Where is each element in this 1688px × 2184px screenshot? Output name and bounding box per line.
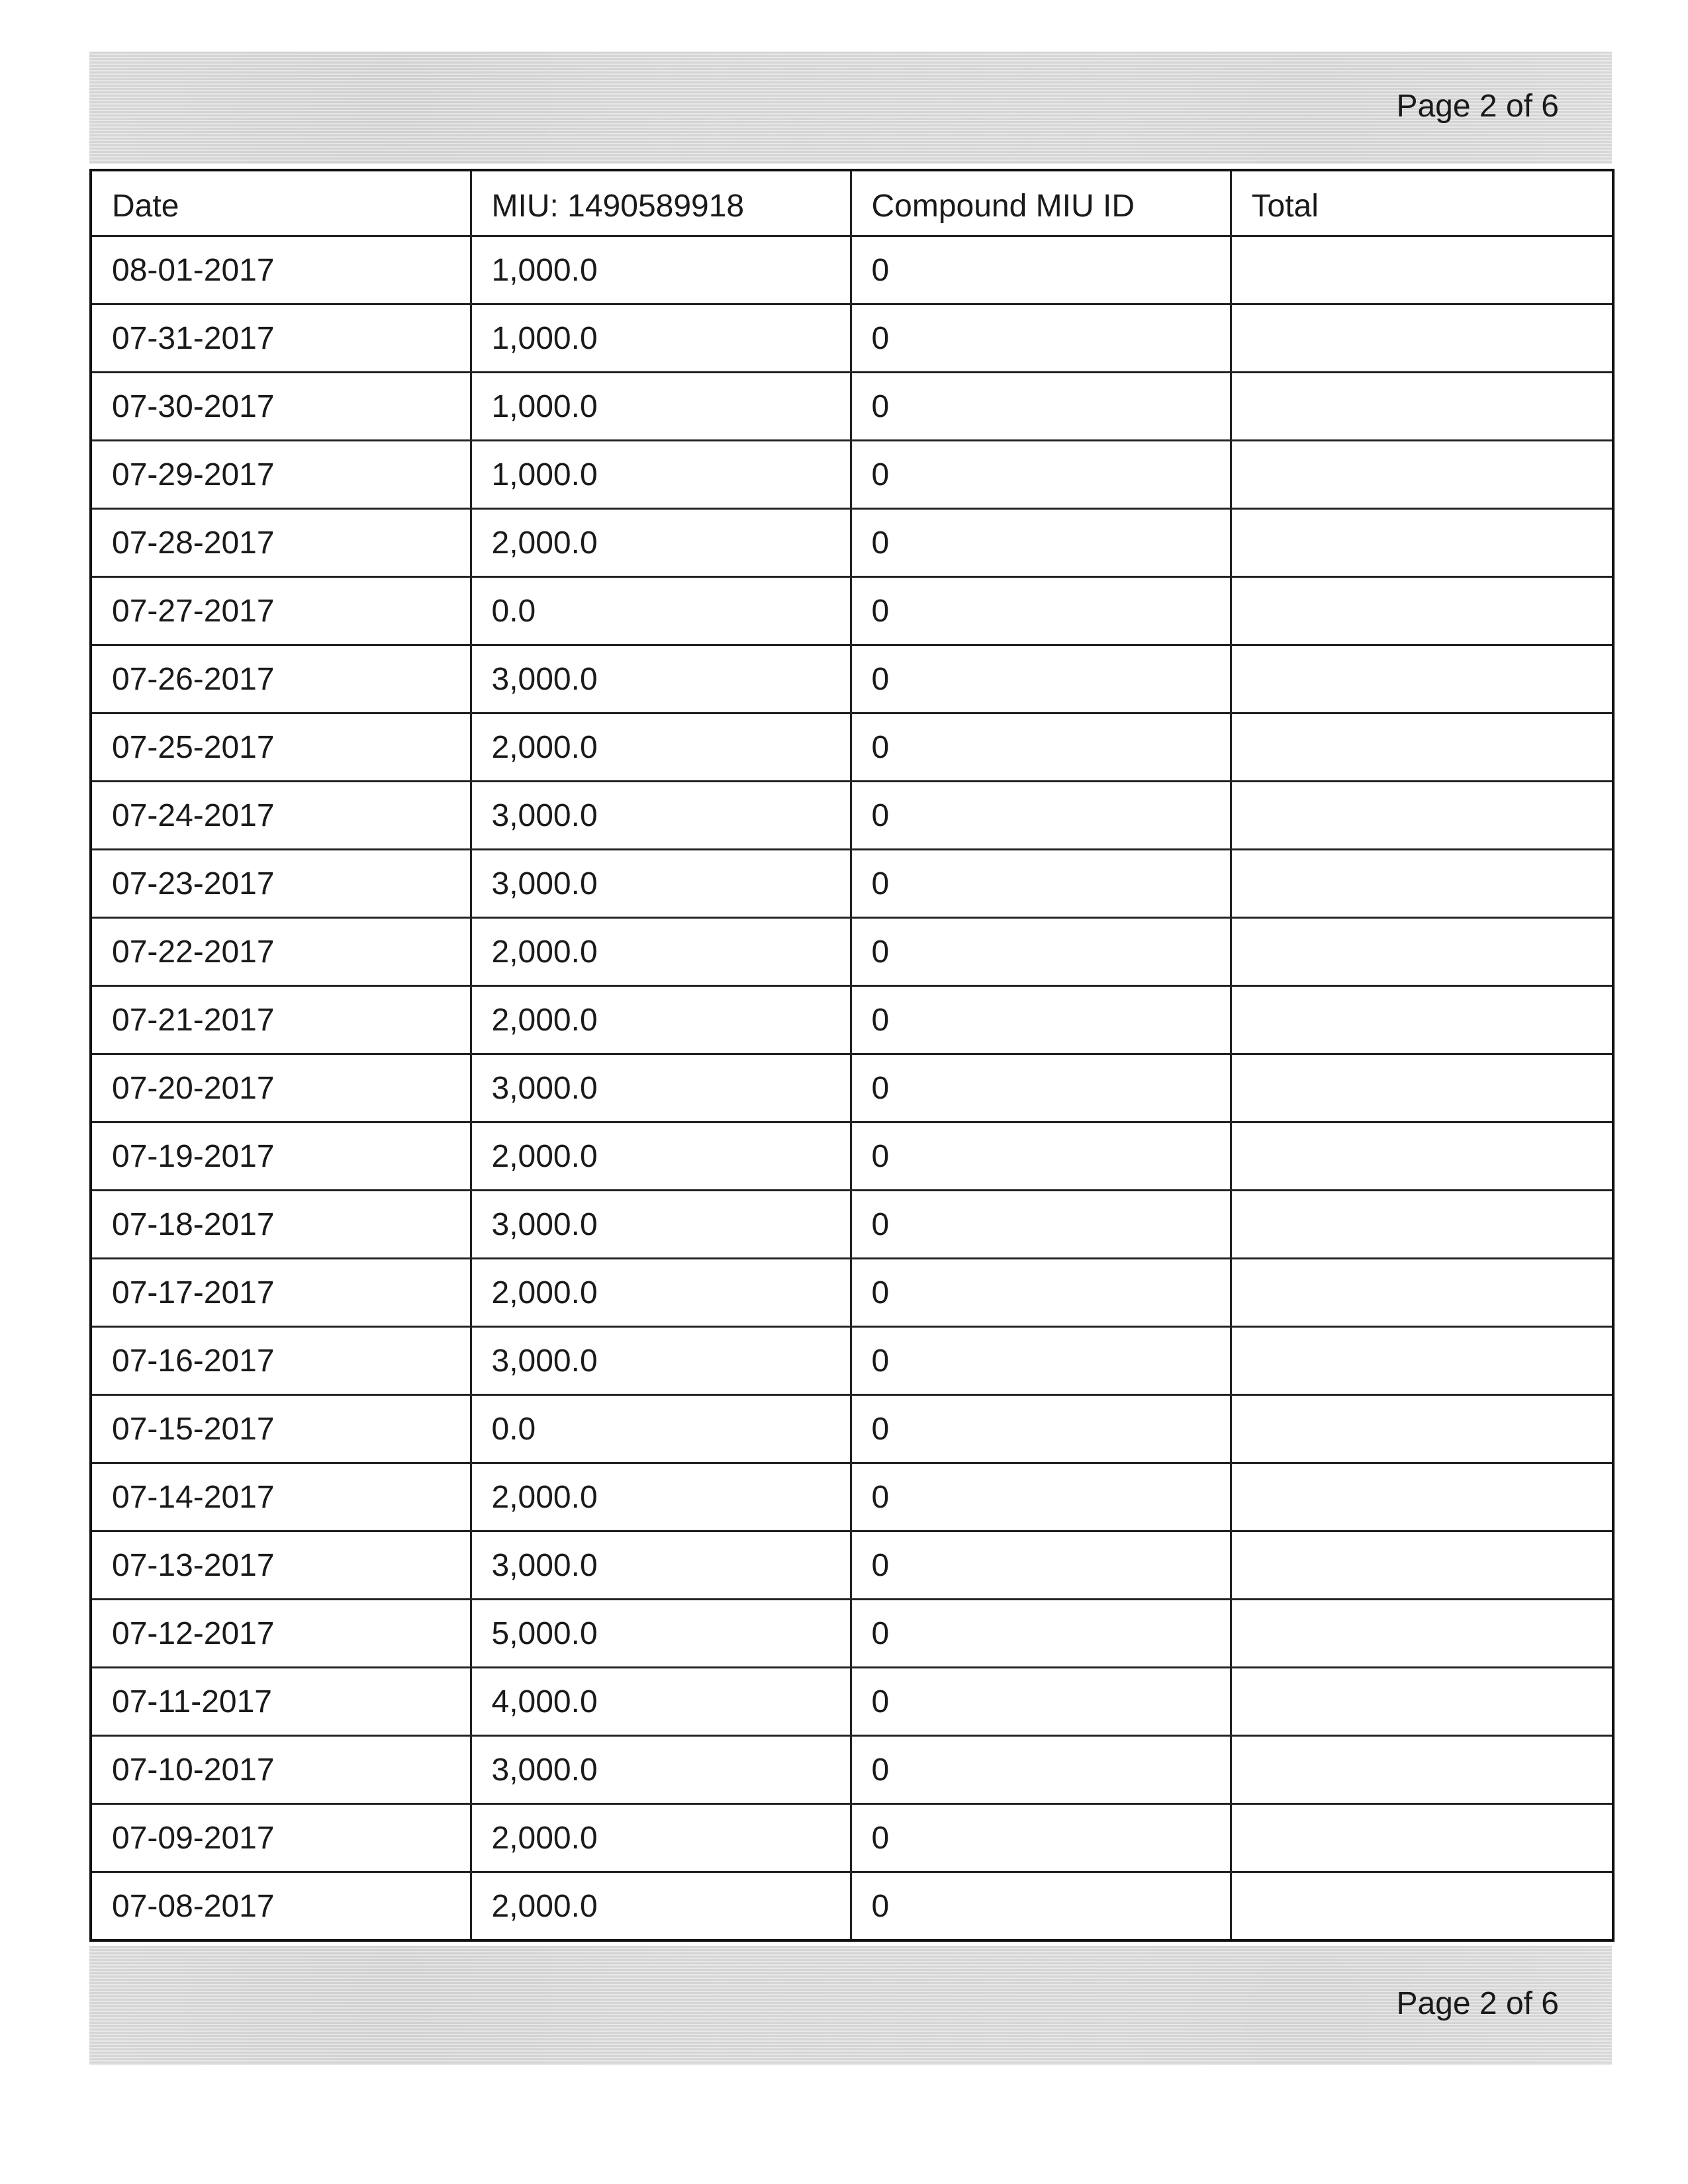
cell-total	[1231, 441, 1613, 509]
cell-miu-reading: 2,000.0	[471, 918, 851, 986]
cell-total	[1231, 850, 1613, 918]
cell-miu-reading: 3,000.0	[471, 1191, 851, 1259]
table-row	[91, 1395, 1613, 1463]
table-row	[91, 986, 1613, 1054]
usage-table-container	[89, 169, 1612, 1942]
cell-miu-reading: 0.0	[471, 577, 851, 645]
cell-total	[1231, 304, 1613, 373]
cell-date: 07-11-2017	[91, 1668, 471, 1736]
cell-miu-reading: 2,000.0	[471, 713, 851, 782]
cell-compound-miu-id: 0	[851, 850, 1231, 918]
table-row	[91, 1191, 1613, 1259]
column-header-total: Total	[1231, 170, 1613, 236]
cell-compound-miu-id: 0	[851, 373, 1231, 441]
table-row	[91, 304, 1613, 373]
cell-date: 07-08-2017	[91, 1872, 471, 1941]
cell-compound-miu-id: 0	[851, 1531, 1231, 1600]
table-row	[91, 850, 1613, 918]
column-header-compound-miu-id: Compound MIU ID	[851, 170, 1231, 236]
cell-miu-reading: 0.0	[471, 1395, 851, 1463]
cell-compound-miu-id: 0	[851, 1872, 1231, 1941]
cell-compound-miu-id: 0	[851, 1191, 1231, 1259]
cell-date: 07-17-2017	[91, 1259, 471, 1327]
cell-compound-miu-id: 0	[851, 304, 1231, 373]
cell-miu-reading: 4,000.0	[471, 1668, 851, 1736]
cell-total	[1231, 1327, 1613, 1395]
table-row	[91, 1327, 1613, 1395]
table-row	[91, 1122, 1613, 1191]
cell-miu-reading: 1,000.0	[471, 236, 851, 304]
page-number-header: Page 2 of 6	[1396, 89, 1559, 124]
table-row	[91, 373, 1613, 441]
cell-miu-reading: 3,000.0	[471, 1736, 851, 1804]
cell-date: 07-23-2017	[91, 850, 471, 918]
cell-miu-reading: 3,000.0	[471, 1531, 851, 1600]
cell-compound-miu-id: 0	[851, 1600, 1231, 1668]
cell-date: 07-20-2017	[91, 1054, 471, 1122]
cell-total	[1231, 509, 1613, 577]
cell-total	[1231, 1259, 1613, 1327]
cell-total	[1231, 1804, 1613, 1872]
table-row	[91, 236, 1613, 304]
cell-total	[1231, 1463, 1613, 1531]
cell-total	[1231, 1600, 1613, 1668]
cell-date: 07-12-2017	[91, 1600, 471, 1668]
table-row	[91, 1736, 1613, 1804]
cell-total	[1231, 236, 1613, 304]
table-row	[91, 1804, 1613, 1872]
cell-compound-miu-id: 0	[851, 577, 1231, 645]
cell-miu-reading: 2,000.0	[471, 1872, 851, 1941]
cell-compound-miu-id: 0	[851, 1054, 1231, 1122]
table-row	[91, 1600, 1613, 1668]
cell-date: 07-19-2017	[91, 1122, 471, 1191]
cell-total	[1231, 1395, 1613, 1463]
table-row	[91, 1872, 1613, 1941]
cell-compound-miu-id: 0	[851, 713, 1231, 782]
cell-date: 08-01-2017	[91, 236, 471, 304]
table-row	[91, 1463, 1613, 1531]
cell-miu-reading: 3,000.0	[471, 782, 851, 850]
cell-total	[1231, 986, 1613, 1054]
column-header-date: Date	[91, 170, 471, 236]
cell-date: 07-22-2017	[91, 918, 471, 986]
cell-total	[1231, 713, 1613, 782]
cell-miu-reading: 1,000.0	[471, 304, 851, 373]
table-row	[91, 509, 1613, 577]
cell-total	[1231, 1736, 1613, 1804]
cell-compound-miu-id: 0	[851, 1463, 1231, 1531]
cell-date: 07-14-2017	[91, 1463, 471, 1531]
cell-total	[1231, 782, 1613, 850]
table-row	[91, 1054, 1613, 1122]
cell-date: 07-18-2017	[91, 1191, 471, 1259]
cell-miu-reading: 2,000.0	[471, 1463, 851, 1531]
cell-miu-reading: 2,000.0	[471, 509, 851, 577]
cell-compound-miu-id: 0	[851, 782, 1231, 850]
cell-date: 07-27-2017	[91, 577, 471, 645]
cell-date: 07-31-2017	[91, 304, 471, 373]
cell-compound-miu-id: 0	[851, 1804, 1231, 1872]
cell-miu-reading: 3,000.0	[471, 1327, 851, 1395]
table-row	[91, 782, 1613, 850]
cell-compound-miu-id: 0	[851, 986, 1231, 1054]
cell-total	[1231, 1531, 1613, 1600]
table-row	[91, 918, 1613, 986]
table-row	[91, 441, 1613, 509]
table-row	[91, 1668, 1613, 1736]
cell-date: 07-26-2017	[91, 645, 471, 713]
cell-total	[1231, 1668, 1613, 1736]
table-row	[91, 1259, 1613, 1327]
cell-total	[1231, 577, 1613, 645]
cell-date: 07-28-2017	[91, 509, 471, 577]
cell-compound-miu-id: 0	[851, 1668, 1231, 1736]
cell-total	[1231, 1872, 1613, 1941]
cell-compound-miu-id: 0	[851, 1122, 1231, 1191]
cell-compound-miu-id: 0	[851, 441, 1231, 509]
table-row	[91, 645, 1613, 713]
cell-compound-miu-id: 0	[851, 509, 1231, 577]
cell-date: 07-09-2017	[91, 1804, 471, 1872]
cell-date: 07-30-2017	[91, 373, 471, 441]
table-row	[91, 1531, 1613, 1600]
header-band	[89, 52, 1612, 164]
cell-date: 07-25-2017	[91, 713, 471, 782]
cell-total	[1231, 1122, 1613, 1191]
cell-compound-miu-id: 0	[851, 1259, 1231, 1327]
cell-miu-reading: 2,000.0	[471, 1259, 851, 1327]
cell-total	[1231, 1054, 1613, 1122]
cell-miu-reading: 5,000.0	[471, 1600, 851, 1668]
cell-date: 07-29-2017	[91, 441, 471, 509]
cell-total	[1231, 918, 1613, 986]
cell-compound-miu-id: 0	[851, 645, 1231, 713]
cell-miu-reading: 1,000.0	[471, 441, 851, 509]
cell-compound-miu-id: 0	[851, 236, 1231, 304]
cell-miu-reading: 1,000.0	[471, 373, 851, 441]
cell-compound-miu-id: 0	[851, 1736, 1231, 1804]
cell-miu-reading: 2,000.0	[471, 986, 851, 1054]
page-number-footer: Page 2 of 6	[1396, 1986, 1559, 2021]
cell-miu-reading: 3,000.0	[471, 1054, 851, 1122]
column-header-miu: MIU: 1490589918	[471, 170, 851, 236]
cell-date: 07-24-2017	[91, 782, 471, 850]
cell-miu-reading: 2,000.0	[471, 1122, 851, 1191]
cell-total	[1231, 1191, 1613, 1259]
cell-compound-miu-id: 0	[851, 1327, 1231, 1395]
cell-date: 07-10-2017	[91, 1736, 471, 1804]
table-row	[91, 713, 1613, 782]
cell-date: 07-21-2017	[91, 986, 471, 1054]
cell-miu-reading: 3,000.0	[471, 850, 851, 918]
table-header-row	[91, 170, 1613, 236]
cell-date: 07-15-2017	[91, 1395, 471, 1463]
table-body	[91, 236, 1613, 1941]
table-row	[91, 577, 1613, 645]
cell-miu-reading: 3,000.0	[471, 645, 851, 713]
cell-compound-miu-id: 0	[851, 918, 1231, 986]
cell-total	[1231, 645, 1613, 713]
cell-total	[1231, 373, 1613, 441]
cell-date: 07-13-2017	[91, 1531, 471, 1600]
footer-band	[89, 1946, 1612, 2065]
cell-miu-reading: 2,000.0	[471, 1804, 851, 1872]
cell-compound-miu-id: 0	[851, 1395, 1231, 1463]
cell-date: 07-16-2017	[91, 1327, 471, 1395]
usage-table	[89, 169, 1615, 1942]
